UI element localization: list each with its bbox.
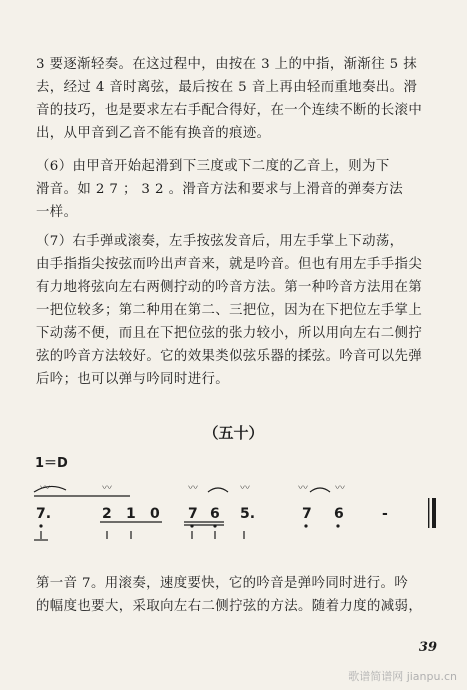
barline xyxy=(432,498,436,528)
text-line: 有力地将弦向左右两侧拧动的吟音方法。第一种吟音方法用在第 xyxy=(36,280,423,295)
key-signature: 1＝D xyxy=(35,456,68,471)
vibrato-mark: 〰 xyxy=(240,483,250,494)
paragraph-sliding-technique xyxy=(36,53,446,145)
text-line: 滑音。如 2 7 ； 3 2 。滑音方法和要求与上滑音的弹奏方法 xyxy=(36,182,404,197)
barline xyxy=(428,498,429,528)
score-note: 6 xyxy=(334,506,344,522)
text-line: 音的技巧，也是要求左右手配合得好，在一个连续不断的长滚中 xyxy=(36,103,423,118)
vibrato-mark: 〰 xyxy=(102,483,112,494)
watermark: 歌谱简谱网 jianpu.cn xyxy=(348,670,457,683)
slur-mark xyxy=(208,488,228,492)
score-note: 5. xyxy=(240,506,256,522)
text-line: （7）右手弹或滚奏，左手按弦发音后，用左手掌上下动荡， xyxy=(36,234,404,249)
slur-mark xyxy=(310,488,330,492)
text-line: 一样。 xyxy=(36,205,78,220)
section-title: （五十） xyxy=(203,424,264,442)
vibrato-mark: 〰 xyxy=(298,483,308,494)
text-line: 出，从甲音到乙音不能有换音的痕迹。 xyxy=(36,126,271,141)
jianpu-score xyxy=(30,478,450,548)
score-note: 0 xyxy=(150,506,160,522)
low-octave-dot xyxy=(304,524,307,527)
page-number: 39 xyxy=(418,640,437,655)
text-line: 弦的吟音方法较好。它的效果类似弦乐器的揉弦。吟音可以先弹 xyxy=(36,349,423,364)
text-line: （6）由甲音开始起滑到下三度或下二度的乙音上，则为下 xyxy=(36,159,390,174)
text-line: 一把位较多；第二种用在第二、三把位，因为在下把位左手掌上 xyxy=(36,303,423,318)
score-note: 2 xyxy=(102,506,112,522)
score-note: 6 xyxy=(210,506,220,522)
low-octave-dot xyxy=(336,524,339,527)
paragraph-downward-slide xyxy=(36,155,446,224)
vibrato-mark: 〰 xyxy=(335,483,345,494)
text-line: 由手指指尖按弦而吟出声音来，就是吟音。但也有用左手手指尖 xyxy=(36,257,423,272)
paragraph-vibrato xyxy=(36,230,446,391)
text-line: 下动荡不便，而且在下把位弦的张力较小，所以用向左右二侧拧 xyxy=(36,326,423,341)
score-note: - xyxy=(382,506,388,522)
low-octave-dot xyxy=(39,524,42,527)
paragraph-score-explanation xyxy=(36,572,446,618)
score-note: 1 xyxy=(126,506,136,522)
vibrato-mark: 〰 xyxy=(188,483,198,494)
score-note: 7. xyxy=(36,506,52,522)
text-line: 后吟；也可以弹与吟同时进行。 xyxy=(36,372,230,387)
slur-mark xyxy=(34,486,66,492)
text-line: 3 要逐渐轻奏。在这过程中，由按在 3 上的中指，渐渐往 5 抹 xyxy=(36,57,418,72)
text-line: 去，经过 4 音时离弦，最后按在 5 音上再由轻而重地奏出。滑 xyxy=(36,80,418,95)
vibrato-mark: 〰 xyxy=(40,483,50,494)
text-line: 的幅度也要大，采取向左右二侧拧弦的方法。随着力度的减弱， xyxy=(36,599,423,614)
text-line: 第一音 7。用滚奏，速度要快，它的吟音是弹吟同时进行。吟 xyxy=(36,576,409,591)
score-note: 7 xyxy=(188,506,198,522)
score-note: 7 xyxy=(302,506,312,522)
